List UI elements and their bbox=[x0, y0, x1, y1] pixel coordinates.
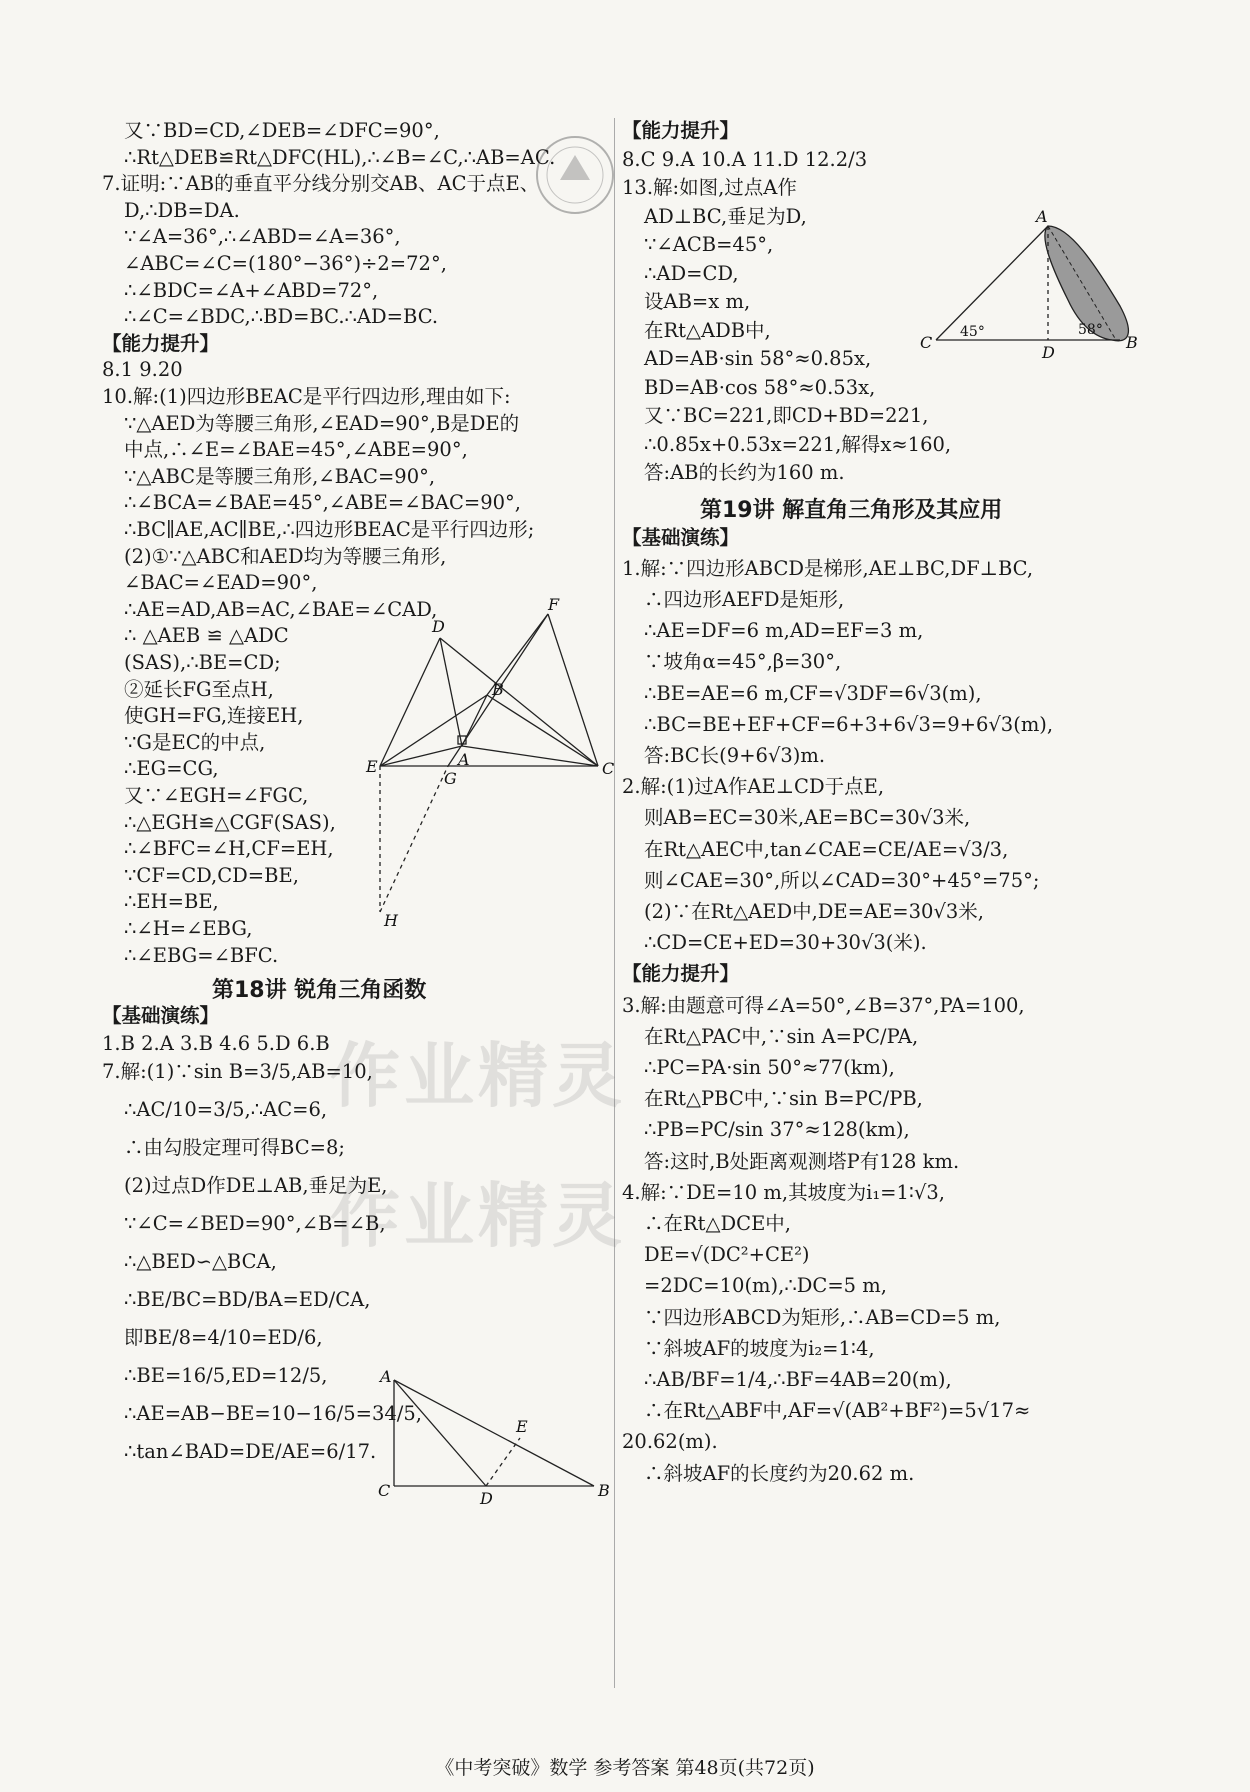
figure-label: D bbox=[432, 617, 445, 636]
answer-line: ∴△EGH≌△CGF(SAS), bbox=[124, 810, 336, 834]
watermark-stamp-logo bbox=[530, 130, 620, 220]
answer-line: ∴AE=AB−BE=10−16/5=34/5, bbox=[124, 1402, 422, 1426]
figure-label: F bbox=[548, 595, 560, 614]
answer-line: ∴BC=BE+EF+CF=6+3+6√3=9+6√3(m), bbox=[644, 712, 1054, 736]
answer-line: ∴tan∠BAD=DE/AE=6/17. bbox=[124, 1440, 377, 1464]
answer-line: ∴BE/BC=BD/BA=ED/CA, bbox=[124, 1288, 371, 1312]
answer-line: AD⊥BC,垂足为D, bbox=[644, 204, 807, 228]
answer-line: =2DC=10(m),∴DC=5 m, bbox=[644, 1274, 887, 1298]
answer-line: ∴AB/BF=1/4,∴BF=4AB=20(m), bbox=[644, 1367, 952, 1391]
figure-label: G bbox=[444, 769, 457, 788]
answer-line: ∴EH=BE, bbox=[124, 890, 219, 914]
answer-line: 7.证明:∵AB的垂直平分线分别交AB、AC于点E、 bbox=[102, 172, 540, 196]
watermark-text: 作业精灵 bbox=[330, 1035, 626, 1117]
answer-line: 13.解:如图,过点A作 bbox=[622, 176, 797, 199]
answer-line: 2.解:(1)过A作AE⊥CD于点E, bbox=[622, 775, 885, 799]
answer-line: 又∵∠EGH=∠FGC, bbox=[124, 784, 309, 807]
answer-line: (2)∵在Rt△AED中,DE=AE=30√3米, bbox=[644, 899, 984, 923]
answer-line: 【能力提升】 bbox=[622, 119, 740, 142]
figure-label: C bbox=[602, 759, 615, 778]
figure-label: B bbox=[1126, 333, 1138, 352]
answer-line: ∴由勾股定理可得BC=8; bbox=[124, 1136, 345, 1160]
answer-line: ∵∠C=∠BED=90°,∠B=∠B, bbox=[124, 1212, 386, 1236]
answer-line: ∴∠BDC=∠A+∠ABD=72°, bbox=[124, 278, 379, 302]
figure-label: E bbox=[516, 1417, 528, 1436]
answer-line: 3.解:由题意可得∠A=50°,∠B=37°,PA=100, bbox=[622, 993, 1025, 1017]
answer-line: 中点,∴∠E=∠BAE=45°,∠ABE=90°, bbox=[124, 438, 468, 462]
answer-line: ∴BC∥AE,AC∥BE,∴四边形BEAC是平行四边形; bbox=[124, 518, 535, 541]
answer-line: (2)①∵△ABC和AED均为等腰三角形, bbox=[124, 544, 447, 568]
figure-label: C bbox=[378, 1481, 391, 1500]
figure-label: D bbox=[1042, 343, 1055, 362]
answer-line: 即BE/8=4/10=ED/6, bbox=[124, 1326, 323, 1350]
answer-line: ∵四边形ABCD为矩形,∴AB=CD=5 m, bbox=[644, 1305, 1001, 1329]
answer-line: ∵G是EC的中点, bbox=[124, 730, 266, 754]
answer-line: 【基础演练】 bbox=[622, 525, 740, 549]
answer-line: DE=√(DC²+CE²) bbox=[644, 1243, 810, 1267]
answer-line: 【能力提升】 bbox=[102, 331, 220, 355]
answer-line: ∴在Rt△DCE中, bbox=[644, 1211, 792, 1235]
geometry-figure-problem-10 bbox=[366, 595, 620, 930]
figure-label: A bbox=[380, 1367, 392, 1386]
answer-line: 在Rt△AEC中,tan∠CAE=CE/AE=√3/3, bbox=[644, 837, 1009, 861]
figure-label: A bbox=[1036, 207, 1048, 226]
answer-line: D,∴DB=DA. bbox=[124, 198, 240, 222]
answer-line: ∵∠A=36°,∴∠ABD=∠A=36°, bbox=[124, 225, 401, 249]
answer-line: 8.C 9.A 10.A 11.D 12.2/3 bbox=[622, 147, 868, 171]
geometry-figure-problem-13 bbox=[920, 206, 1150, 362]
figure-label: H bbox=[384, 911, 398, 930]
figure-label: A bbox=[458, 750, 470, 769]
answer-line: 则∠CAE=30°,所以∠CAD=30°+45°=75°; bbox=[644, 868, 1040, 892]
figure-label: 58° bbox=[1078, 322, 1103, 338]
answer-line: 10.解:(1)四边形BEAC是平行四边形,理由如下: bbox=[102, 385, 511, 408]
answer-line: ∵坡角α=45°,β=30°, bbox=[644, 650, 842, 674]
answer-line: ∴∠BFC=∠H,CF=EH, bbox=[124, 837, 334, 861]
answer-line: ∵斜坡AF的坡度为i₂=1∶4, bbox=[644, 1336, 875, 1360]
figure-label: B bbox=[492, 680, 504, 699]
answer-line: 在Rt△PBC中,∵sin B=PC/PB, bbox=[644, 1087, 923, 1111]
figure-label: C bbox=[920, 333, 933, 352]
geometry-figure-problem-7 bbox=[378, 1366, 618, 1506]
answer-line: 20.62(m). bbox=[622, 1430, 718, 1454]
figure-label: D bbox=[480, 1489, 493, 1508]
answer-line: 答:BC长(9+6√3)m. bbox=[644, 743, 826, 767]
answer-line: 在Rt△PAC中,∵sin A=PC/PA, bbox=[644, 1024, 919, 1048]
answer-line: 在Rt△ADB中, bbox=[644, 318, 771, 342]
answer-line: ∴∠C=∠BDC,∴BD=BC.∴AD=BC. bbox=[124, 305, 439, 329]
answer-line: ∴PC=PA·sin 50°≈77(km), bbox=[644, 1055, 895, 1079]
answer-line: 4.解:∵DE=10 m,其坡度为i₁=1∶√3, bbox=[622, 1180, 945, 1204]
answer-line: AD=AB·sin 58°≈0.85x, bbox=[644, 347, 872, 370]
answer-line: ∠ABC=∠C=(180°−36°)÷2=72°, bbox=[124, 252, 447, 275]
answer-line: 答:这时,B处距离观测塔P有128 km. bbox=[644, 1149, 960, 1173]
answer-line: 使GH=FG,连接EH, bbox=[124, 704, 304, 728]
answer-line: 又∵BD=CD,∠DEB=∠DFC=90°, bbox=[124, 119, 440, 142]
answer-line: ∴ △AEB ≌ △ADC bbox=[124, 624, 289, 648]
answer-line: (2)过点D作DE⊥AB,垂足为E, bbox=[124, 1174, 388, 1198]
answer-line: 1.B 2.A 3.B 4.6 5.D 6.B bbox=[102, 1032, 330, 1056]
answer-line: ∴PB=PC/sin 37°≈128(km), bbox=[644, 1118, 910, 1142]
answer-line: ∵CF=CD,CD=BE, bbox=[124, 863, 299, 887]
figure-label: B bbox=[598, 1481, 610, 1500]
watermark-text: 作业精灵 bbox=[330, 1175, 626, 1257]
answer-line: 设AB=x m, bbox=[644, 290, 751, 313]
answer-line: ∴EG=CG, bbox=[124, 757, 219, 781]
lecture-title: 第19讲 解直角三角形及其应用 bbox=[700, 497, 1003, 523]
answer-line: ∴AE=DF=6 m,AD=EF=3 m, bbox=[644, 619, 924, 643]
answer-line: ∴AD=CD, bbox=[644, 261, 739, 285]
figure-label: 45° bbox=[960, 324, 985, 340]
answer-line: ∴BE=16/5,ED=12/5, bbox=[124, 1364, 328, 1388]
answer-line: 1.解:∵四边形ABCD是梯形,AE⊥BC,DF⊥BC, bbox=[622, 556, 1034, 580]
answer-line: ∴AC/10=3/5,∴AC=6, bbox=[124, 1098, 328, 1122]
answer-line: 7.解:(1)∵sin B=3/5,AB=10, bbox=[102, 1060, 373, 1084]
lecture-title: 第18讲 锐角三角函数 bbox=[212, 978, 427, 1004]
answer-line: ∴AE=AD,AB=AC,∠BAE=∠CAD, bbox=[124, 597, 438, 621]
answer-line: 【基础演练】 bbox=[102, 1004, 220, 1028]
answer-line: ∴∠H=∠EBG, bbox=[124, 917, 253, 940]
answer-line: ∴Rt△DEB≌Rt△DFC(HL),∴∠B=∠C,∴AB=AC. bbox=[124, 145, 556, 169]
answer-line: (SAS),∴BE=CD; bbox=[124, 651, 281, 674]
answer-line: ∴在Rt△ABF中,AF=√(AB²+BF²)=5√17≈ bbox=[644, 1399, 1031, 1423]
answer-line: ∴CD=CE+ED=30+30√3(米). bbox=[644, 931, 927, 955]
answer-line: 又∵BC=221,即CD+BD=221, bbox=[644, 404, 929, 427]
answer-line: ∴BE=AE=6 m,CF=√3DF=6√3(m), bbox=[644, 681, 982, 705]
answer-line: ∴∠BCA=∠BAE=45°,∠ABE=∠BAC=90°, bbox=[124, 491, 521, 515]
answer-line: 则AB=EC=30米,AE=BC=30√3米, bbox=[644, 806, 971, 830]
figure-label: E bbox=[366, 757, 378, 776]
answer-line: ∠BAC=∠EAD=90°, bbox=[124, 571, 318, 595]
answer-line: ∴斜坡AF的长度约为20.62 m. bbox=[644, 1461, 915, 1485]
answer-line: ∴0.85x+0.53x=221,解得x≈160, bbox=[644, 432, 952, 456]
answer-line: ∵△AED为等腰三角形,∠EAD=90°,B是DE的 bbox=[124, 411, 520, 435]
answer-line: 【能力提升】 bbox=[622, 962, 740, 986]
answer-line: 答:AB的长约为160 m. bbox=[644, 461, 845, 484]
answer-line: ∵△ABC是等腰三角形,∠BAC=90°, bbox=[124, 464, 436, 488]
answer-line: ∴∠EBG=∠BFC. bbox=[124, 943, 279, 967]
answer-line: ②延长FG至点H, bbox=[124, 677, 274, 701]
answer-line: ∵∠ACB=45°, bbox=[644, 233, 774, 256]
page-footer: 《中考突破》数学 参考答案 第48页(共72页) bbox=[435, 1757, 815, 1779]
answer-line: ∴△BED∽△BCA, bbox=[124, 1250, 277, 1274]
answer-line: BD=AB·cos 58°≈0.53x, bbox=[644, 375, 876, 399]
answer-line: 8.1 9.20 bbox=[102, 358, 183, 382]
answer-line: ∴四边形AEFD是矩形, bbox=[644, 587, 845, 611]
